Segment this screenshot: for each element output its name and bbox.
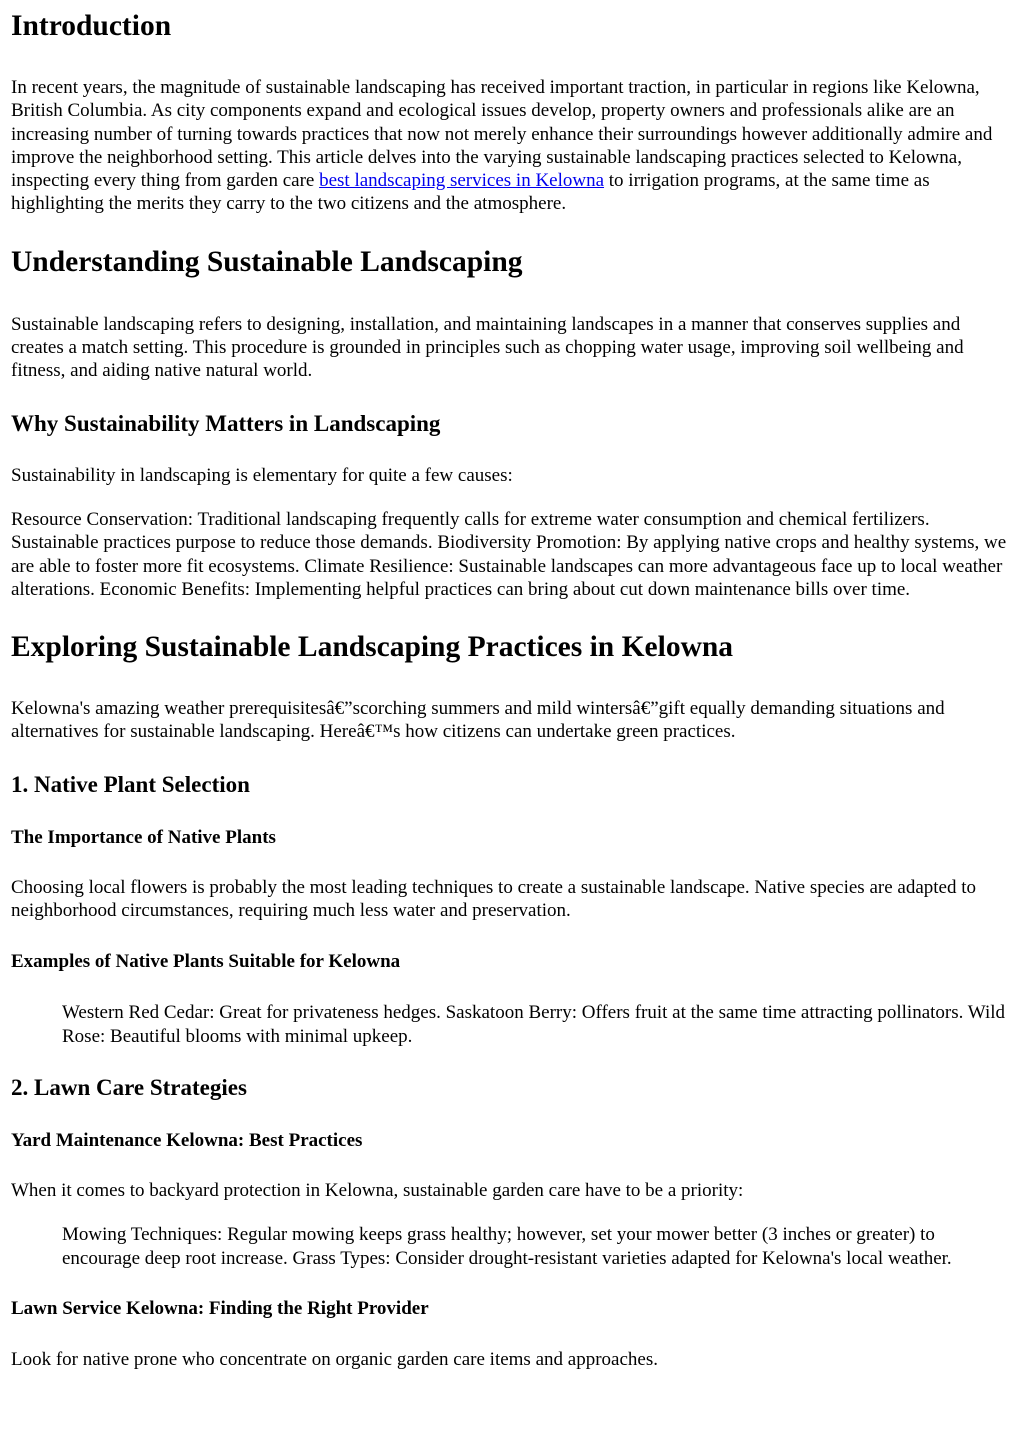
intro-text-before-link: In recent years, the magnitude of sustainable landscaping has received important traction, in particular in regions like Kelowna, British Columbia. As city components expand and ecological issues develop, property owners and professionals alike are an increasing number of turning towards practices that now not merely enhance their surroundings however additionally admire and improve the neighborhood setting. This article delves into the varying sustainable landscaping practices selected to Kelowna, inspecting every thing from garden care — [11, 77, 993, 192]
why-paragraph-2: Resource Conservation: Traditional landscaping frequently calls for extreme water consumption and chemical fertilizers. Sustainable practices purpose to reduce those demands. Biodiversity Promotion: By applying native crops and healthy systems, we are able to foster more fit ecosystems. Climate Resilience: Sustainable landscapes can more advantageous face up to local weather alterations. Economic Benefits: Implementing helpful practices can bring about cut down maintenance bills over time. — [11, 508, 1007, 600]
native-examples-paragraph: Western Red Cedar: Great for privateness hedges. Saskatoon Berry: Offers fruit at the same time attracting pollinators. Wild Rose: Beautiful blooms with minimal upkeep. — [62, 1002, 1006, 1047]
exploring-paragraph: Kelowna's amazing weather prerequisitesâ€”scorching summers and mild wintersâ€”gift equally demanding situations and alternatives for sustainable landscaping. Hereâ€™s how citizens can undertake green practices. — [11, 698, 945, 743]
native-importance-paragraph: Choosing local flowers is probably the most leading techniques to create a sustainable landscape. Native species are adapted to neighborhood circumstances, requiring much less water and preservation. — [11, 876, 976, 922]
native-examples-heading: Examples of Native Plants Suitable for Kelowna — [11, 951, 401, 973]
lawn-service-paragraph: Look for native prone who concentrate on organic garden care items and approaches. — [11, 1348, 658, 1370]
exploring-heading: Exploring Sustainable Landscaping Practices in Kelowna — [11, 631, 734, 664]
why-heading: Why Sustainability Matters in Landscaping — [11, 410, 441, 436]
understanding-paragraph: Sustainable landscaping refers to designing, installation, and maintaining landscapes in a manner that conserves supplies and creates a match setting. This procedure is grounded in principles such as chopping water usage, improving soil wellbeing and fitness, and aiding native natural world. — [11, 313, 964, 382]
article — [0, 9, 1024, 1371]
understanding-heading: Understanding Sustainable Landscaping — [11, 245, 523, 278]
yard-maintenance-heading: Yard Maintenance Kelowna: Best Practices — [11, 1129, 363, 1151]
mowing-paragraph: Mowing Techniques: Regular mowing keeps grass healthy; however, set your mower better (3 inches or greater) to encourage deep root increase. Grass Types: Consider drought-resistant varieties adapted for Kelowna's local weather. — [62, 1224, 952, 1269]
native-heading: 1. Native Plant Selection — [11, 771, 250, 797]
lawn-service-heading: Lawn Service Kelowna: Finding the Right Provider — [11, 1297, 429, 1319]
intro-paragraph — [11, 76, 1014, 216]
why-paragraph-1: Sustainability in landscaping is elementary for quite a few causes: — [11, 464, 513, 486]
best-landscaping-services-link[interactable]: best landscaping services in Kelowna — [319, 170, 605, 192]
yard-maintenance-paragraph: When it comes to backyard protection in Kelowna, sustainable garden care have to be a priority: — [11, 1179, 744, 1201]
intro-text-after-link: to irrigation programs, at the same time as highlighting the merits they carry to the two citizens and the atmosphere. — [11, 170, 930, 215]
native-importance-heading: The Importance of Native Plants — [11, 826, 276, 848]
lawn-heading: 2. Lawn Care Strategies — [11, 1074, 247, 1100]
intro-heading: Introduction — [11, 10, 172, 42]
